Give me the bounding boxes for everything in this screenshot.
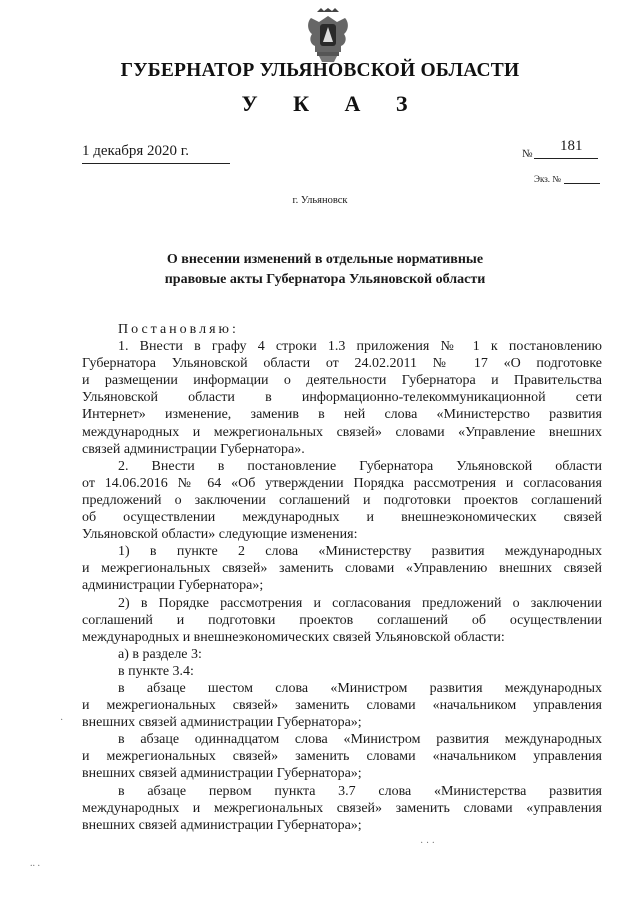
body-line: внешних связей администрации Губернатора»; [82, 766, 362, 782]
body-line: международных и межрегиональных связей» заменить словами «управления [82, 800, 602, 816]
body-line: 2. Внести в постановление Губернатора Ульяновской области [118, 458, 602, 474]
body-line: и межрегиональных связей» заменить словами «Управлению внешних связей [82, 561, 602, 577]
body-line: от 14.06.2016 № 64 «Об утверждении Порядка рассмотрения и согласования [82, 475, 602, 491]
copy-number-underline [564, 183, 600, 184]
body-line: и межрегиональных связей» заменить словами «начальником управления [82, 698, 602, 714]
document-title [100, 250, 550, 290]
body-line: Ульяновской области» следующие изменения: [82, 527, 358, 543]
body-line: 2) в Порядке рассмотрения и согласования предложений о заключении [118, 595, 602, 611]
number-label: № [522, 148, 533, 160]
body-line: 1. Внести в графу 4 строки 1.3 приложения № 1 к постановлению [118, 339, 602, 355]
body-line: в пункте 3.4: [118, 663, 194, 679]
title-line: правовые акты Губернатора Ульяновской области [164, 272, 486, 287]
date-underline [82, 163, 230, 164]
body-line: соглашений и подготовки проектов соглашений об осуществлении [82, 612, 602, 628]
body-line: внешних связей администрации Губернатора»; [82, 817, 362, 833]
body-line: международных и межрегиональных связей» словами «Управление внешних [82, 424, 602, 440]
body-line: в абзаце одиннадцатом слова «Министром развития международных [118, 732, 602, 748]
body-line: Интернет» изменение, заменив в ней слова «Министерство развития [82, 407, 602, 423]
body-line: а) в разделе 3: [118, 646, 202, 662]
body-line: связей администрации Губернатора». [82, 441, 305, 457]
issue-city: г. Ульяновск [292, 195, 348, 206]
body-line: предложений о заключении соглашений и подготовки проектов соглашений [82, 492, 602, 508]
body-line: об осуществлении международных и внешнеэкономических связей [82, 510, 602, 526]
issuer-heading: ГУБЕРНАТОР УЛЬЯНОВСКОЙ ОБЛАСТИ [120, 60, 520, 81]
body-line: и размещении информации о деятельности Губернатора и Правительства [82, 373, 602, 389]
number-underline [534, 158, 598, 159]
preamble: Постановляю: [118, 322, 239, 337]
document-body [82, 321, 602, 834]
document-date: 1 декабря 2020 г. [82, 143, 189, 159]
body-line: международных и внешнеэкономических связей Ульяновской области: [82, 629, 505, 645]
body-line: внешних связей администрации Губернатора»; [82, 715, 362, 731]
body-line: в абзаце первом пункта 3.7 слова «Министерства развития [118, 783, 602, 799]
copy-number-label: Экз. № [534, 174, 561, 184]
body-line: Губернатора Ульяновской области от 24.02.2011 № 17 «О подготовке [82, 356, 602, 372]
body-line: Ульяновской области в информационно-телекоммуникационной сети [82, 390, 602, 406]
body-line: в абзаце шестом слова «Министром развития международных [118, 680, 602, 696]
body-line: 1) в пункте 2 слова «Министерству развития международных [118, 544, 602, 560]
scan-artifact: .. . [30, 858, 40, 869]
scan-artifact: · [60, 715, 64, 726]
body-line: и межрегиональных связей» заменить словами «начальником управления [82, 749, 602, 765]
document-type: У К А З [241, 91, 423, 116]
coat-of-arms-emblem [307, 8, 349, 62]
body-line: администрации Губернатора»; [82, 578, 264, 594]
scan-artifact: · · · [420, 838, 435, 849]
document-number: 181 [560, 138, 583, 154]
title-line: О внесении изменений в отдельные нормативные [166, 252, 484, 267]
